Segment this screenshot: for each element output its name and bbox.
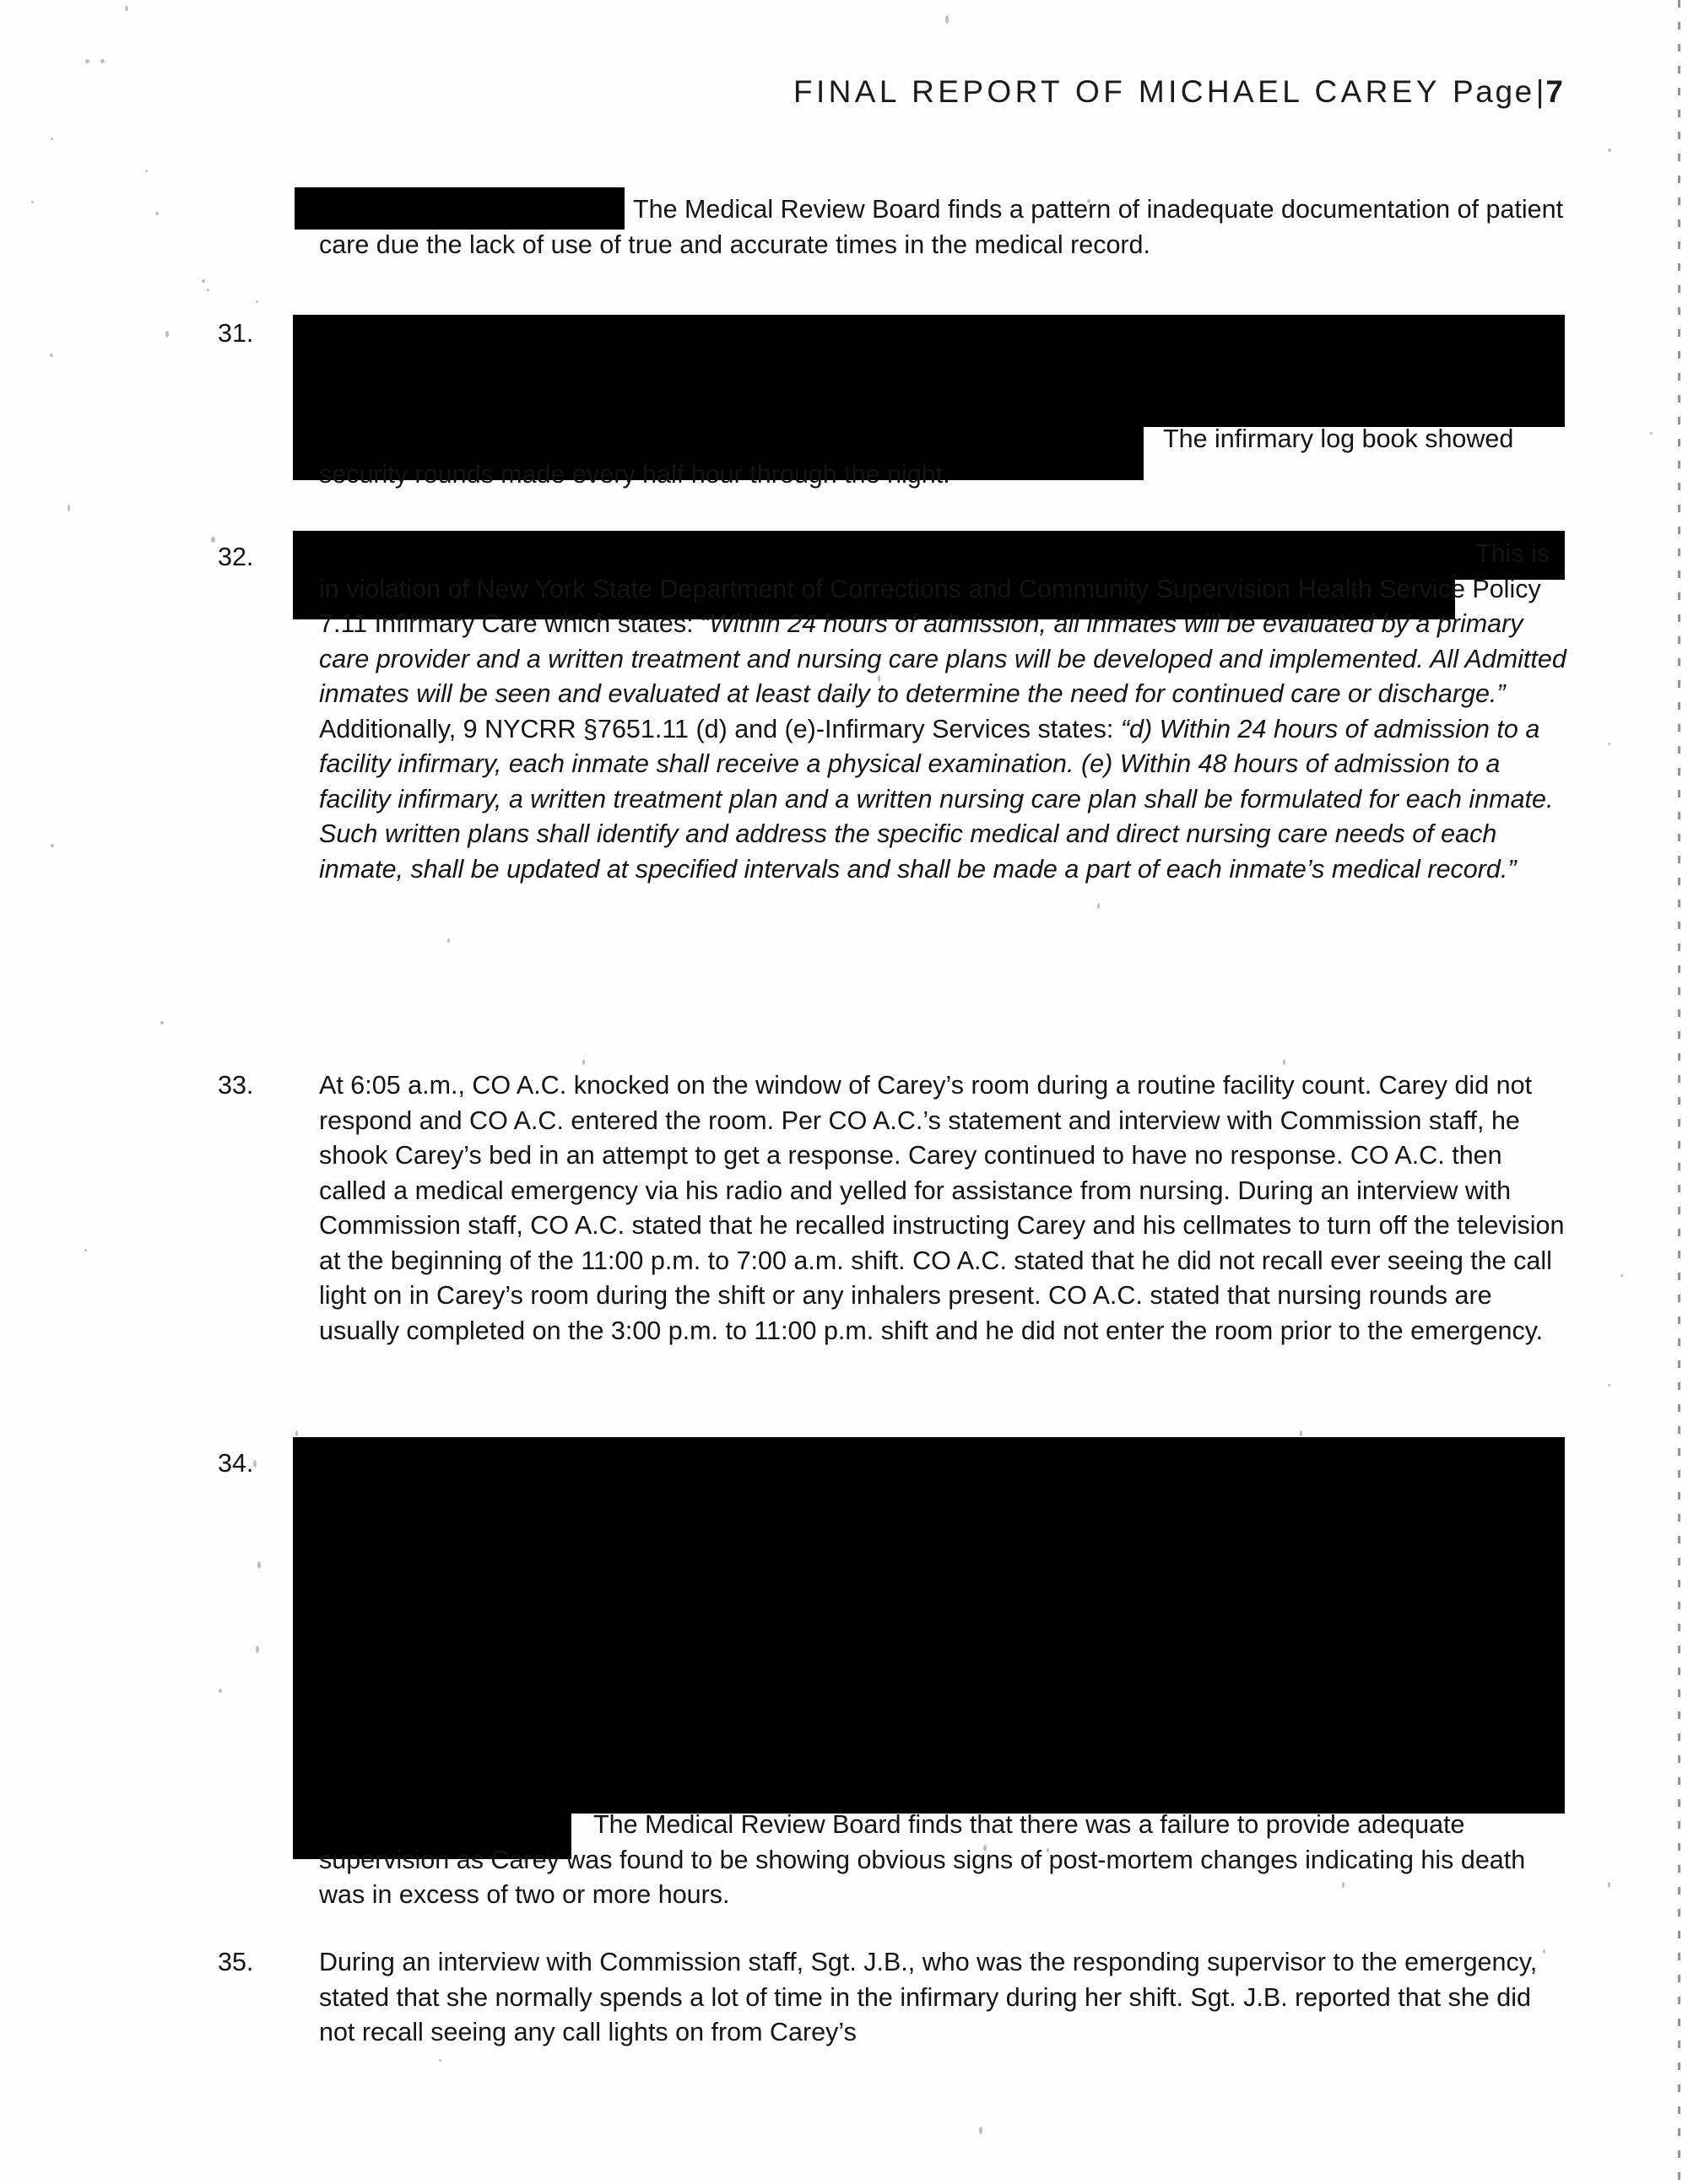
paragraph-32 (319, 537, 1566, 887)
scan-speck (1608, 149, 1611, 152)
scan-speck (1300, 1430, 1302, 1436)
page-separator: | (1535, 74, 1545, 109)
intro-paragraph-text: The Medical Review Board finds a pattern of inadequate documentation of patient care due the lack of use of true and accurate times in the medical record. (319, 195, 1564, 259)
paragraph-33-text: At 6:05 a.m., CO A.C. knocked on the window of Carey’s room during a routine facility count. Carey did not respond and CO A.C. entered the room. Per CO A.C.’s statement and interview with Commission staff, he shook Carey’s bed in an attempt to get a response. Carey continued to have no response. CO A.C. then called a medical emergency via his radio and yelled for assistance from nursing. During an interview with Commission staff, CO A.C. stated that he recalled instructing Carey and his cellmates to turn off the television at the beginning of the 11:00 p.m. to 7:00 a.m. shift. CO A.C. stated that he did not recall ever seeing the call light on in Carey’s room during the shift or any inhalers present. CO A.C. stated that nursing rounds are usually completed on the 3:00 p.m. to 11:00 p.m. shift and he did not enter the room prior to the emergency. (319, 1071, 1565, 1345)
scan-speck (160, 1021, 164, 1024)
redaction-34-block-lower (293, 1437, 571, 1859)
scan-speck (1097, 903, 1100, 909)
paragraph-34-text: The Medical Review Board finds that there was a failure to provide adequate supervision as Carey was found to be showing obvious signs of post-mortem changes indicating his death was in excess of two or more hours. (319, 1810, 1526, 1909)
paragraph-34 (319, 1808, 1566, 1913)
scan-speck (945, 15, 949, 24)
scan-speck (295, 1430, 298, 1436)
scan-speck (51, 138, 53, 140)
intro-paragraph (319, 192, 1566, 262)
paragraph-32-lead-text: This is in violation of New York State Department of Corrections and Community Supervision Health Service Policy 7.11 Infirmary Care which states: (319, 539, 1550, 638)
scan-speck (84, 1249, 87, 1251)
scan-speck (256, 1646, 259, 1653)
scan-speck (257, 1561, 261, 1569)
paragraph-32-quote-1: “Within 24 hours of admission, all inmates will be evaluated by a primary care provider and a written treatment and nursing care plans will be developed and implemented. All Admitted inmates will be seen and evaluated at least daily to determine the need for continued care or discharge.” (319, 609, 1566, 708)
scan-speck (1620, 1274, 1623, 1277)
scan-speck (439, 2059, 441, 2062)
scan-speck (125, 6, 128, 11)
scan-speck (165, 331, 169, 338)
scan-speck (85, 59, 89, 63)
paragraph-31-number: 31. (218, 319, 254, 348)
paragraph-33-number: 33. (218, 1071, 254, 1100)
paragraph-35-number: 35. (218, 1948, 254, 1976)
page-number: 7 (1545, 74, 1563, 109)
scan-speck (1608, 1882, 1610, 1888)
paragraph-33 (319, 1068, 1566, 1349)
scan-speck (447, 938, 450, 943)
paragraph-35-text: During an interview with Commission staff, Sgt. J.B., who was the responding supervisor to the emergency, stated that she normally spends a lot of time in the infirmary during her shift. Sgt. J.B. reported that she did not recall seeing any call lights on from Carey’s (319, 1948, 1538, 2046)
scan-speck (100, 59, 105, 63)
paragraph-31-text: The infirmary log book showed security rounds made every half hour through the night. (319, 424, 1514, 489)
scan-speck (582, 1059, 585, 1065)
scan-edge-artifact (1678, 0, 1680, 2184)
paragraph-32-quote-2: “d) Within 24 hours of admission to a facility infirmary, each inmate shall receive a physical examination. (e) Within 48 hours of admission to a facility infirmary, a written treatment plan and a written nursing care plan shall be formulated for each inmate. Such written plans shall identify and address the specific medical and direct nursing care needs of each inmate, shall be updated at specified intervals and shall be made a part of each inmate’s medical record.” (319, 714, 1554, 884)
scan-speck (211, 537, 215, 543)
scan-speck (202, 279, 205, 283)
scan-speck (1283, 1059, 1285, 1065)
paragraph-31 (319, 422, 1566, 492)
scan-speck (1608, 743, 1610, 745)
report-title: FINAL REPORT OF MICHAEL CAREY (793, 74, 1441, 109)
scan-speck (51, 844, 54, 847)
scan-speck (1650, 432, 1653, 435)
scan-speck (155, 212, 159, 215)
scan-speck (68, 505, 70, 511)
paragraph-34-number: 34. (218, 1449, 254, 1478)
scan-speck (1608, 1384, 1610, 1387)
scan-speck (207, 289, 209, 291)
scan-speck (256, 300, 258, 303)
scan-speck (145, 170, 148, 172)
scan-speck (219, 1689, 222, 1693)
page-header (0, 74, 1563, 110)
page-label: Page (1452, 74, 1534, 109)
paragraph-35 (319, 1945, 1566, 2051)
paragraph-32-number: 32. (218, 543, 254, 571)
scan-speck (979, 2127, 982, 2134)
scan-speck (31, 201, 34, 203)
paragraph-32-mid-text: Additionally, 9 NYCRR §7651.11 (d) and (e)-Infirmary Services states: (319, 714, 1114, 743)
scan-speck (50, 354, 53, 357)
